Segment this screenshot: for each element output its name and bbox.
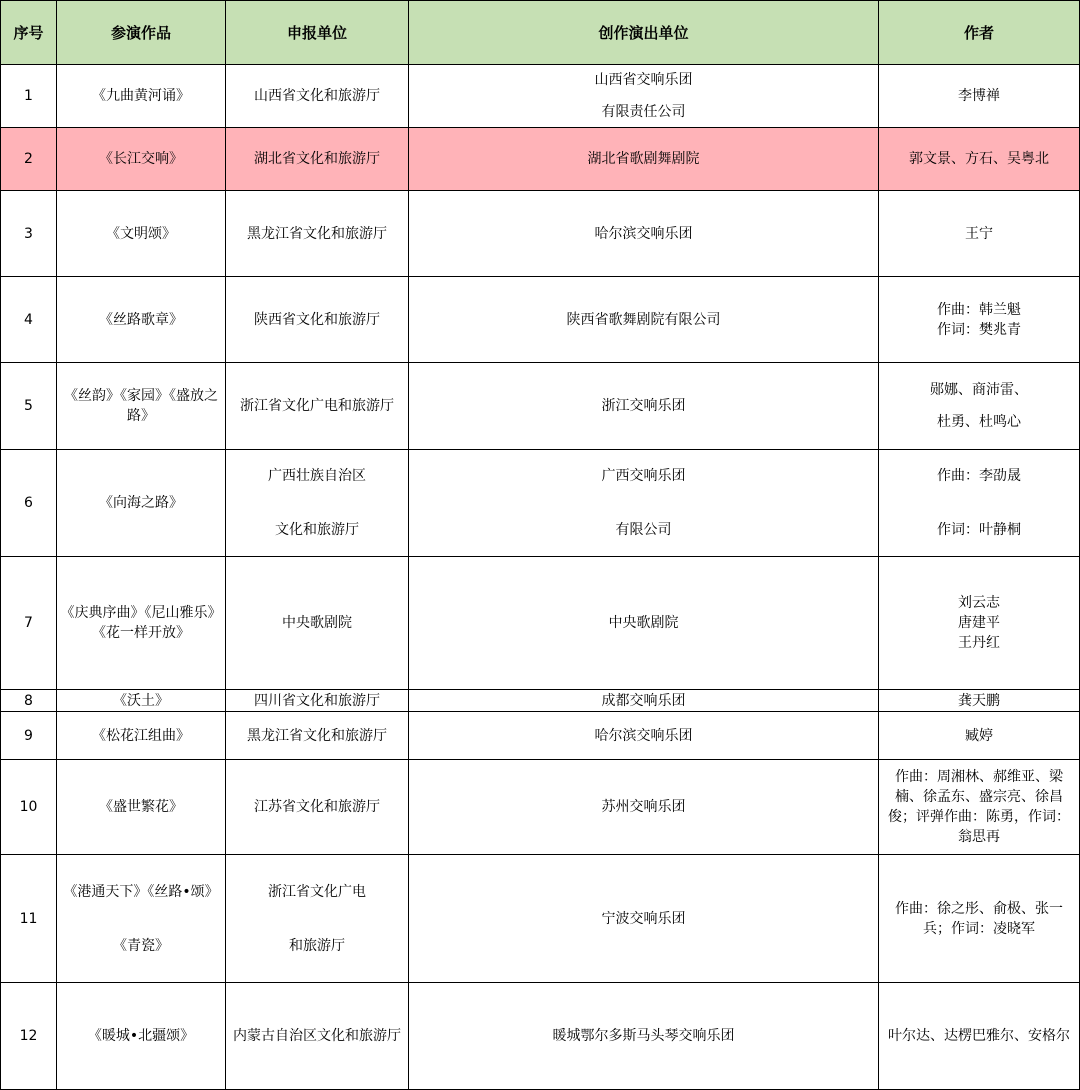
cell-unit: 黑龙江省文化和旅游厅 [226, 712, 409, 760]
cell-troupe: 成都交响乐团 [409, 690, 879, 712]
cell-no: 4 [1, 277, 57, 363]
cell-unit: 山西省文化和旅游厅 [226, 65, 409, 128]
cell-line: 有限公司 [615, 522, 672, 538]
cell-line: 王丹红 [958, 635, 1000, 651]
col-header-work: 参演作品 [57, 1, 226, 65]
cell-work: 《文明颂》 [57, 191, 226, 277]
cell-troupe: 哈尔滨交响乐团 [409, 191, 879, 277]
cell-author: 王宁 [879, 191, 1080, 277]
table-row [1, 557, 1080, 690]
table-row [1, 760, 1080, 855]
cell-line: 作词：叶静桐 [937, 522, 1021, 538]
table-row [1, 363, 1080, 450]
cell-author: 叶尔达、达楞巴雅尔、安格尔 [879, 983, 1080, 1090]
cell-troupe: 中央歌剧院 [409, 557, 879, 690]
cell-work: 《丝路歌章》 [57, 277, 226, 363]
cell-no: 8 [1, 690, 57, 712]
cell-troupe: 湖北省歌剧舞剧院 [409, 128, 879, 191]
table-row-highlighted [1, 128, 1080, 191]
cell-unit: 内蒙古自治区文化和旅游厅 [226, 983, 409, 1090]
cell-author: 郭文景、方石、吴粤北 [879, 128, 1080, 191]
cell-work [57, 855, 226, 983]
cell-line: 浙江省文化广电 [268, 883, 366, 900]
cell-work: 《暖城•北疆颂》 [57, 983, 226, 1090]
cell-work: 《丝韵》《家园》《盛放之路》 [57, 363, 226, 450]
cell-no: 1 [1, 65, 57, 128]
table-row [1, 277, 1080, 363]
cell-unit: 四川省文化和旅游厅 [226, 690, 409, 712]
cell-no: 5 [1, 363, 57, 450]
cell-line: 有限责任公司 [601, 104, 686, 120]
cell-line: 《青瓷》 [113, 937, 169, 954]
cell-unit: 黑龙江省文化和旅游厅 [226, 191, 409, 277]
cell-no: 6 [1, 450, 57, 557]
cell-author: 作曲：徐之彤、俞极、张一兵；作词：凌晓军 [879, 855, 1080, 983]
cell-unit: 陕西省文化和旅游厅 [226, 277, 409, 363]
cell-line: 刘云志 [958, 595, 1000, 611]
table-row [1, 450, 1080, 557]
cell-work: 《九曲黄河诵》 [57, 65, 226, 128]
cell-work: 《沃土》 [57, 690, 226, 712]
cell-line: 作曲：李劭晟 [937, 468, 1021, 484]
header-row [1, 1, 1080, 65]
col-header-unit: 申报单位 [226, 1, 409, 65]
cell-line: 文化和旅游厅 [275, 522, 359, 538]
cell-line: 《港通天下》《丝路•颂》 [63, 883, 219, 900]
cell-line: 杜勇、杜鸣心 [937, 414, 1021, 430]
cell-no: 7 [1, 557, 57, 690]
cell-no: 2 [1, 128, 57, 191]
cell-no: 9 [1, 712, 57, 760]
cell-line: 唐建平 [958, 615, 1000, 631]
cell-unit: 江苏省文化和旅游厅 [226, 760, 409, 855]
cell-unit [226, 855, 409, 983]
cell-line: 作词：樊兆青 [937, 321, 1021, 338]
col-header-author: 作者 [879, 1, 1080, 65]
cell-author: 龚天鹏 [879, 690, 1080, 712]
table-row [1, 191, 1080, 277]
cell-troupe: 暖城鄂尔多斯马头琴交响乐团 [409, 983, 879, 1090]
cell-troupe: 浙江交响乐团 [409, 363, 879, 450]
table-row [1, 712, 1080, 760]
cell-author: 李博禅 [879, 65, 1080, 128]
cell-line: 和旅游厅 [289, 937, 345, 954]
cell-author: 作曲：周湘林、郝维亚、梁楠、徐孟东、盛宗亮、徐昌俊；评弹作曲：陈勇，作词：翁思再 [879, 760, 1080, 855]
cell-no: 12 [1, 983, 57, 1090]
cell-author [879, 277, 1080, 363]
cell-line: 山西省交响乐团 [594, 72, 693, 88]
cell-troupe: 苏州交响乐团 [409, 760, 879, 855]
cell-work: 《庆典序曲》《尼山雅乐》《花一样开放》 [57, 557, 226, 690]
cell-troupe [409, 65, 879, 128]
cell-troupe: 陕西省歌舞剧院有限公司 [409, 277, 879, 363]
cell-work: 《盛世繁花》 [57, 760, 226, 855]
col-header-no: 序号 [1, 1, 57, 65]
cell-line: 广西交响乐团 [601, 468, 686, 484]
cell-author: 臧婷 [879, 712, 1080, 760]
cell-no: 10 [1, 760, 57, 855]
table-row [1, 983, 1080, 1090]
table-row [1, 690, 1080, 712]
cell-unit: 浙江省文化广电和旅游厅 [226, 363, 409, 450]
cell-work: 《长江交响》 [57, 128, 226, 191]
cell-troupe [409, 450, 879, 557]
cell-line: 郧娜、商沛雷、 [930, 382, 1028, 398]
col-header-troupe: 创作演出单位 [409, 1, 879, 65]
cell-unit [226, 450, 409, 557]
cell-work: 《向海之路》 [57, 450, 226, 557]
table-row [1, 855, 1080, 983]
cell-troupe: 宁波交响乐团 [409, 855, 879, 983]
cell-no: 11 [1, 855, 57, 983]
cell-unit: 湖北省文化和旅游厅 [226, 128, 409, 191]
cell-author [879, 450, 1080, 557]
cell-line: 广西壮族自治区 [268, 468, 366, 484]
cell-author [879, 557, 1080, 690]
cell-unit: 中央歌剧院 [226, 557, 409, 690]
cell-author [879, 363, 1080, 450]
table-row [1, 65, 1080, 128]
cell-line: 作曲：韩兰魁 [937, 301, 1021, 318]
cell-no: 3 [1, 191, 57, 277]
cell-work: 《松花江组曲》 [57, 712, 226, 760]
cell-troupe: 哈尔滨交响乐团 [409, 712, 879, 760]
